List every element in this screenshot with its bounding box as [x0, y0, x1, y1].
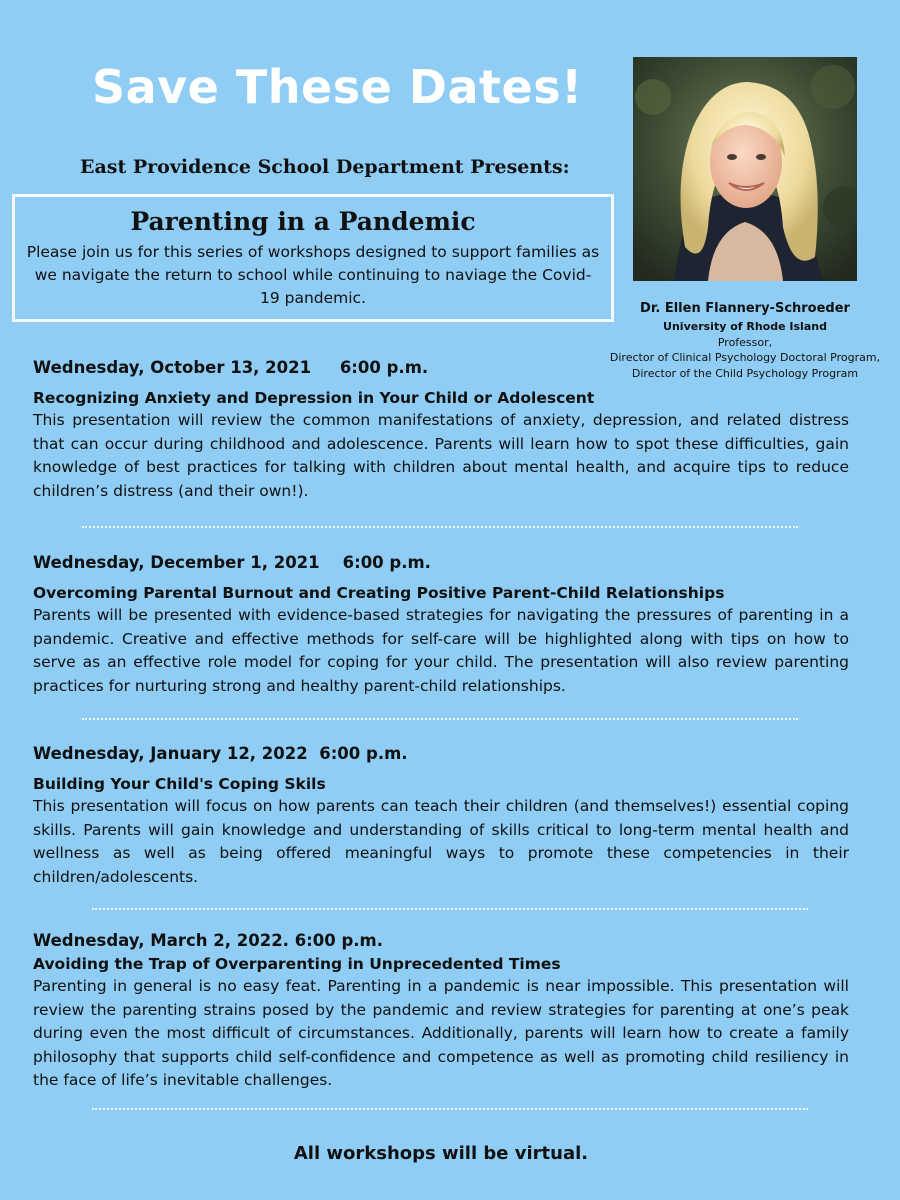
session-1-title: Recognizing Anxiety and Depression in Your Child or Adolescent [33, 389, 595, 407]
speaker-portrait-image [633, 57, 857, 281]
session-1-description: This presentation will review the common manifestations of anxiety, depression, and related distress that can occur during childhood and adolescence. Parents will learn how to spot these difficulties, gain knowledge of best practices for talking with children about mental health, and acquire tips to reduce children’s distress (and their own!). [33, 411, 849, 500]
divider-2 [82, 718, 798, 720]
divider-1 [82, 526, 798, 528]
intro-box [12, 194, 614, 322]
speaker-photo [633, 57, 857, 281]
session-2-date: Wednesday, December 1, 2021 6:00 p.m. [33, 553, 431, 572]
session-4 [33, 930, 849, 1093]
divider-3 [92, 908, 808, 910]
session-3-date: Wednesday, January 12, 2022 6:00 p.m. [33, 744, 408, 763]
presenter-line: East Providence School Department Presents: [80, 156, 570, 178]
series-description: Please join us for this series of workshops designed to support families as we navigate the return to school while continuing to naviage the Covid-19 pandemic. [26, 243, 600, 307]
session-2-description: Parents will be presented with evidence-based strategies for navigating the pressures of parenting in a pandemic. Creative and effective methods for self-care will be highlighted along with tips on how to serve as an effective role model for coping for your child. The presentation will also review parenting practices for nurturing strong and healthy parent-child relationships. [33, 606, 849, 695]
session-1 [33, 357, 849, 503]
session-2 [33, 552, 849, 698]
session-3 [33, 743, 849, 889]
session-4-title: Avoiding the Trap of Overparenting in Unprecedented Times [33, 955, 561, 973]
save-dates-headline: Save These Dates! [92, 60, 583, 114]
session-2-title: Overcoming Parental Burnout and Creating Positive Parent-Child Relationships [33, 584, 725, 602]
session-4-description: Parenting in general is no easy feat. Parenting in a pandemic is near impossible. This presentation will review the parenting strains posed by the pandemic and review strategies for parenting at one’s peak during even the most difficult of circumstances. Additionally, parents will learn how to create a family philosophy that supports child self-confidence and competence as well as promoting child resiliency in the face of life’s inevitable challenges. [33, 977, 849, 1089]
session-3-description: This presentation will focus on how parents can teach their children (and themselves!) essential coping skills. Parents will gain knowledge and understanding of skills critical to long-term mental health and wellness as well as being offered meaningful ways to promote these competencies in their children/adolescents. [33, 797, 849, 886]
speaker-role-3: Director of the Child Psychology Program [631, 366, 859, 380]
speaker-university: University of Rhode Island [663, 320, 827, 333]
speaker-role-2: Director of Clinical Psychology Doctoral Program, [609, 351, 881, 364]
session-1-date: Wednesday, October 13, 2021 6:00 p.m. [33, 358, 429, 377]
speaker-name: Dr. Ellen Flannery-Schroeder [640, 301, 850, 316]
session-4-date: Wednesday, March 2, 2022. 6:00 p.m. [33, 931, 384, 950]
divider-4 [92, 1108, 808, 1110]
session-3-title: Building Your Child's Coping Skils [33, 775, 326, 793]
speaker-role-1: Professor, [717, 335, 773, 349]
series-title: Parenting in a Pandemic [130, 207, 476, 236]
virtual-note: All workshops will be virtual. [293, 1143, 589, 1164]
